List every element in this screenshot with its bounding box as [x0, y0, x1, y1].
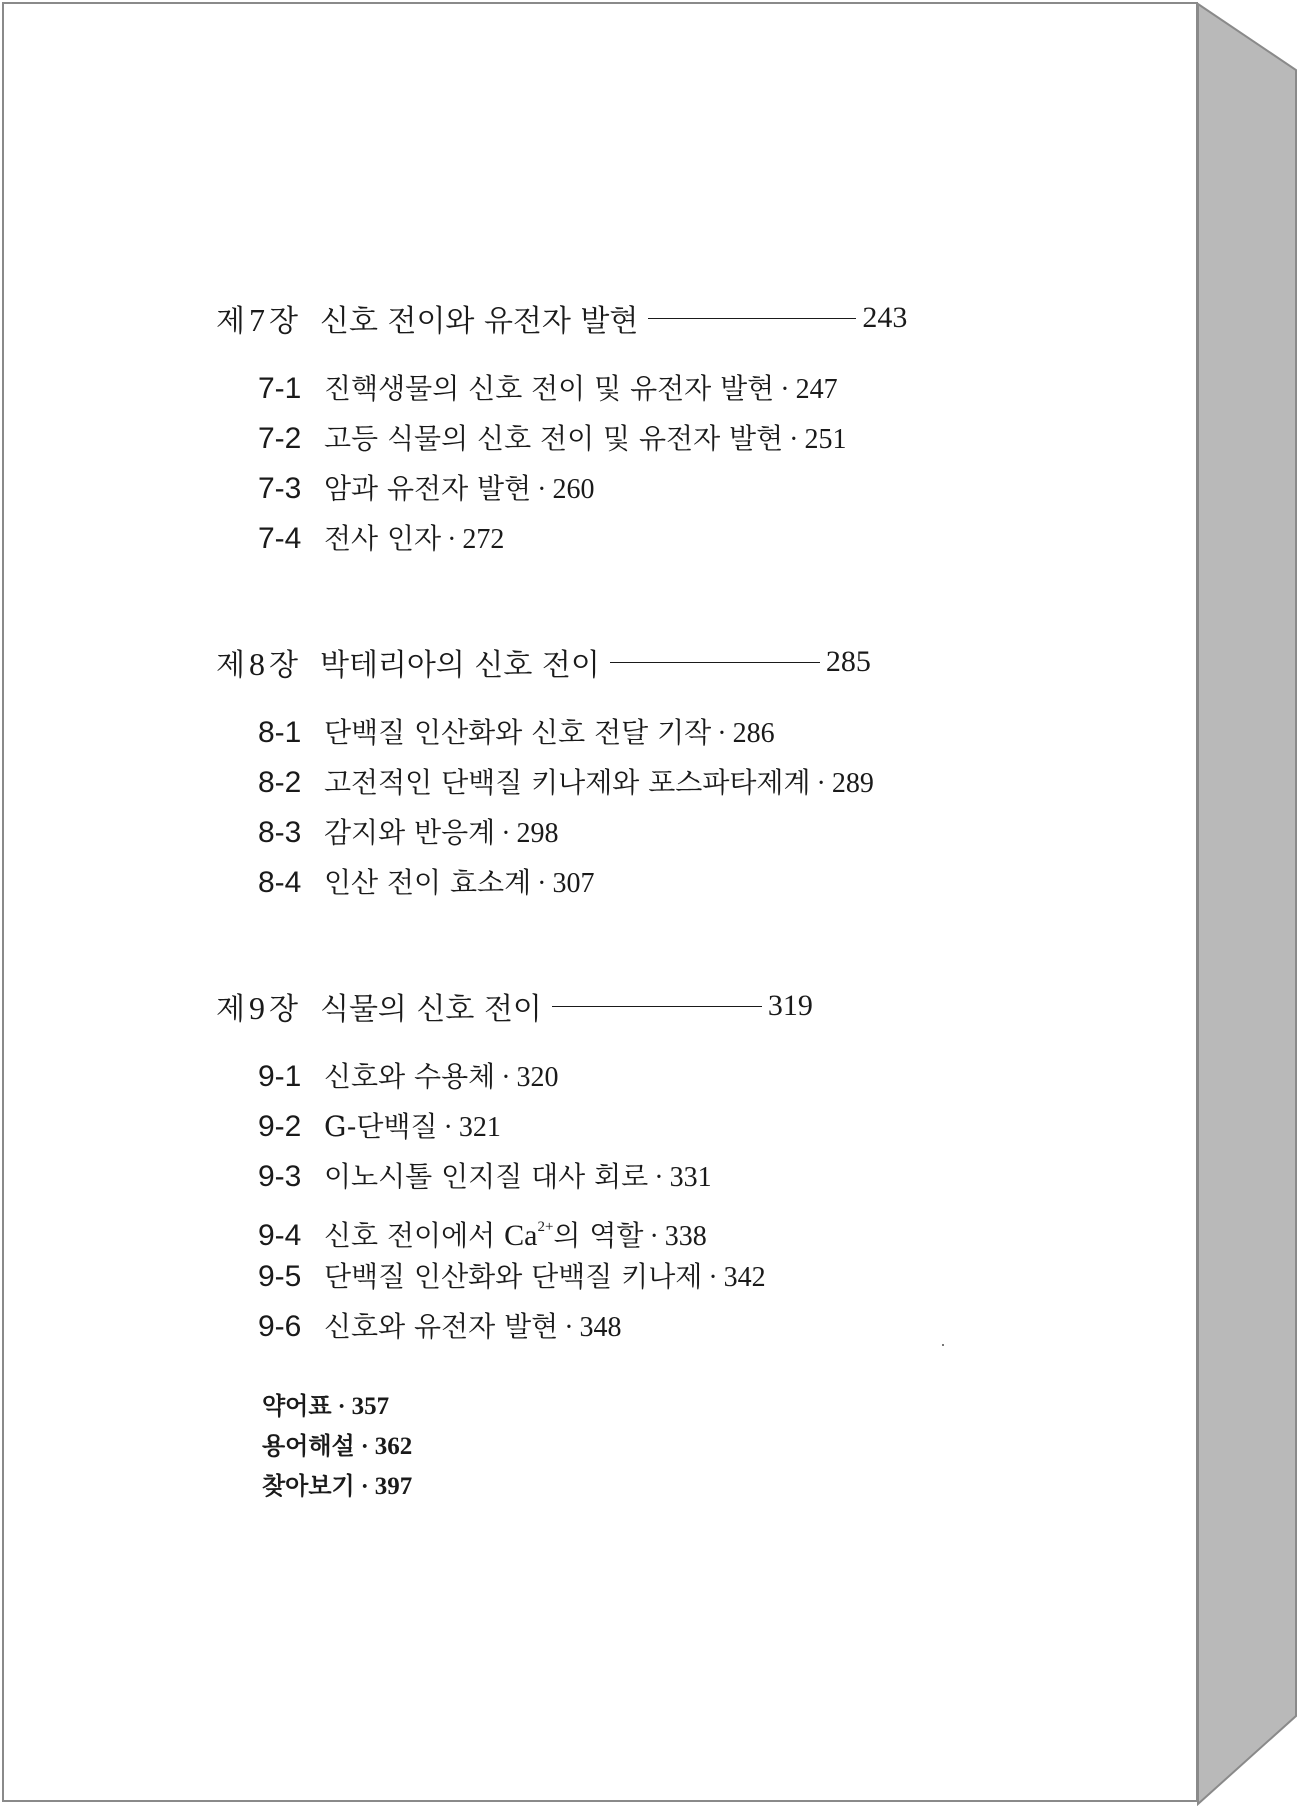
separator-dot: · [537, 868, 547, 899]
appendix-entry [262, 1466, 1116, 1506]
chapter-title: 신호 전이와 유전자 발현 [319, 304, 639, 339]
section-entry [258, 808, 1116, 858]
separator-dot: · [789, 424, 799, 455]
chapter-number: 제 9 장 [216, 990, 298, 1027]
section-page-number: 298 [516, 818, 559, 849]
separator-dot: · [447, 524, 457, 555]
section-title: 고등 식물의 신호 전이 및 유전자 발현 [324, 422, 784, 455]
section-number: 9-5 [258, 1260, 302, 1293]
section-number: 8-4 [258, 866, 302, 899]
appendix-page-number: 397 [374, 1473, 413, 1500]
appendix-title: 약어표 [262, 1392, 332, 1420]
section-number: 7-3 [258, 472, 302, 505]
section-title: 신호와 유전자 발현 [324, 1310, 559, 1343]
section-number: 9-1 [258, 1060, 302, 1093]
appendix-title: 용어해설 [262, 1432, 355, 1460]
separator-dot: · [443, 1112, 453, 1143]
section-page-number: 338 [664, 1221, 707, 1252]
separator-dot: · [537, 474, 547, 505]
section-page-number: 307 [552, 868, 595, 899]
section-page-number: 342 [723, 1262, 766, 1293]
section-number: 9-2 [258, 1110, 302, 1143]
appendix-page-number: 362 [374, 1433, 413, 1460]
separator-dot: · [337, 1394, 346, 1420]
chapter-page-number: 243 [862, 301, 908, 334]
section-entry [258, 414, 1116, 464]
section-entry [258, 364, 1116, 414]
leader-line [610, 662, 820, 663]
section-number: 7-2 [258, 422, 302, 455]
separator-dot: · [564, 1312, 574, 1343]
section-page-number: 247 [795, 374, 838, 405]
section-entry [258, 858, 1116, 908]
section-title: 단백질 인산화와 단백질 키나제 [324, 1260, 703, 1293]
section-number: 8-3 [258, 816, 302, 849]
section-number: 9-4 [258, 1219, 302, 1252]
section-entry [258, 464, 1116, 514]
section-number: 7-4 [258, 522, 302, 555]
section-title: 인산 전이 효소계 [324, 866, 532, 899]
section-number: 8-1 [258, 716, 302, 749]
section-entry [258, 1302, 1116, 1352]
section-page-number: 348 [579, 1312, 622, 1343]
chapter-page-number: 319 [767, 989, 813, 1022]
section-number: 7-1 [258, 372, 302, 405]
separator-dot: · [360, 1434, 369, 1460]
section-list [258, 1052, 1116, 1352]
section-entry [258, 708, 1116, 758]
appendix-page-number: 357 [351, 1393, 390, 1420]
separator-dot: · [654, 1162, 664, 1193]
separator-dot: · [649, 1221, 659, 1252]
chapter-heading [216, 290, 1116, 346]
section-title: 전사 인자 [324, 522, 442, 555]
section-page-number: 251 [804, 424, 847, 455]
section-title: G-단백질 [324, 1110, 438, 1143]
section-number: 9-3 [258, 1160, 302, 1193]
section-page-number: 289 [831, 768, 874, 799]
section-title: 감지와 반응계 [324, 816, 496, 849]
table-of-contents [216, 290, 1116, 1506]
scan-speck [942, 1344, 944, 1346]
separator-dot: · [501, 818, 511, 849]
chapter-heading [216, 978, 1116, 1034]
separator-dot: · [708, 1262, 718, 1293]
section-entry [258, 1202, 1116, 1252]
chapter-page-number: 285 [825, 645, 871, 678]
section-title: 진핵생물의 신호 전이 및 유전자 발현 [324, 372, 775, 405]
section-list [258, 708, 1116, 908]
appendix-entry [262, 1426, 1116, 1466]
section-page-number: 272 [462, 524, 505, 555]
separator-dot: · [816, 768, 826, 799]
appendix-entry [262, 1386, 1116, 1426]
chapter-title: 식물의 신호 전이 [319, 992, 542, 1027]
leader-line [648, 318, 856, 319]
separator-dot: · [501, 1062, 511, 1093]
section-list [258, 364, 1116, 564]
section-entry [258, 1102, 1116, 1152]
separator-dot: · [360, 1474, 369, 1500]
section-title: 단백질 인산화와 신호 전달 기작 [324, 716, 712, 749]
appendix-title: 찾아보기 [262, 1472, 355, 1500]
chapter-8 [216, 634, 1116, 908]
section-page-number: 286 [732, 718, 775, 749]
section-entry [258, 758, 1116, 808]
leader-line [552, 1006, 762, 1007]
section-page-number: 260 [552, 474, 595, 505]
section-page-number: 320 [516, 1062, 559, 1093]
section-entry [258, 1152, 1116, 1202]
section-entry [258, 1252, 1116, 1302]
section-number: 9-6 [258, 1310, 302, 1343]
section-title: 이노시톨 인지질 대사 회로 [324, 1160, 649, 1193]
separator-dot: · [717, 718, 727, 749]
section-page-number: 321 [458, 1112, 501, 1143]
section-title: 신호 전이에서 $Ca^{2+}$의 역할 [324, 1219, 644, 1252]
section-entry [258, 1052, 1116, 1102]
chapter-7 [216, 290, 1116, 564]
chapter-title: 박테리아의 신호 전이 [319, 648, 600, 683]
chapter-number: 제 7 장 [216, 302, 298, 339]
chapter-heading [216, 634, 1116, 690]
chapter-number: 제 8 장 [216, 646, 298, 683]
chapter-9 [216, 978, 1116, 1352]
section-title: 암과 유전자 발현 [324, 472, 532, 505]
section-number: 8-2 [258, 766, 302, 799]
section-title: 신호와 수용체 [324, 1060, 496, 1093]
separator-dot: · [780, 374, 790, 405]
appendix-list [262, 1386, 1116, 1506]
section-page-number: 331 [669, 1162, 712, 1193]
section-title: 고전적인 단백질 키나제와 포스파타제계 [324, 766, 811, 799]
section-entry [258, 514, 1116, 564]
